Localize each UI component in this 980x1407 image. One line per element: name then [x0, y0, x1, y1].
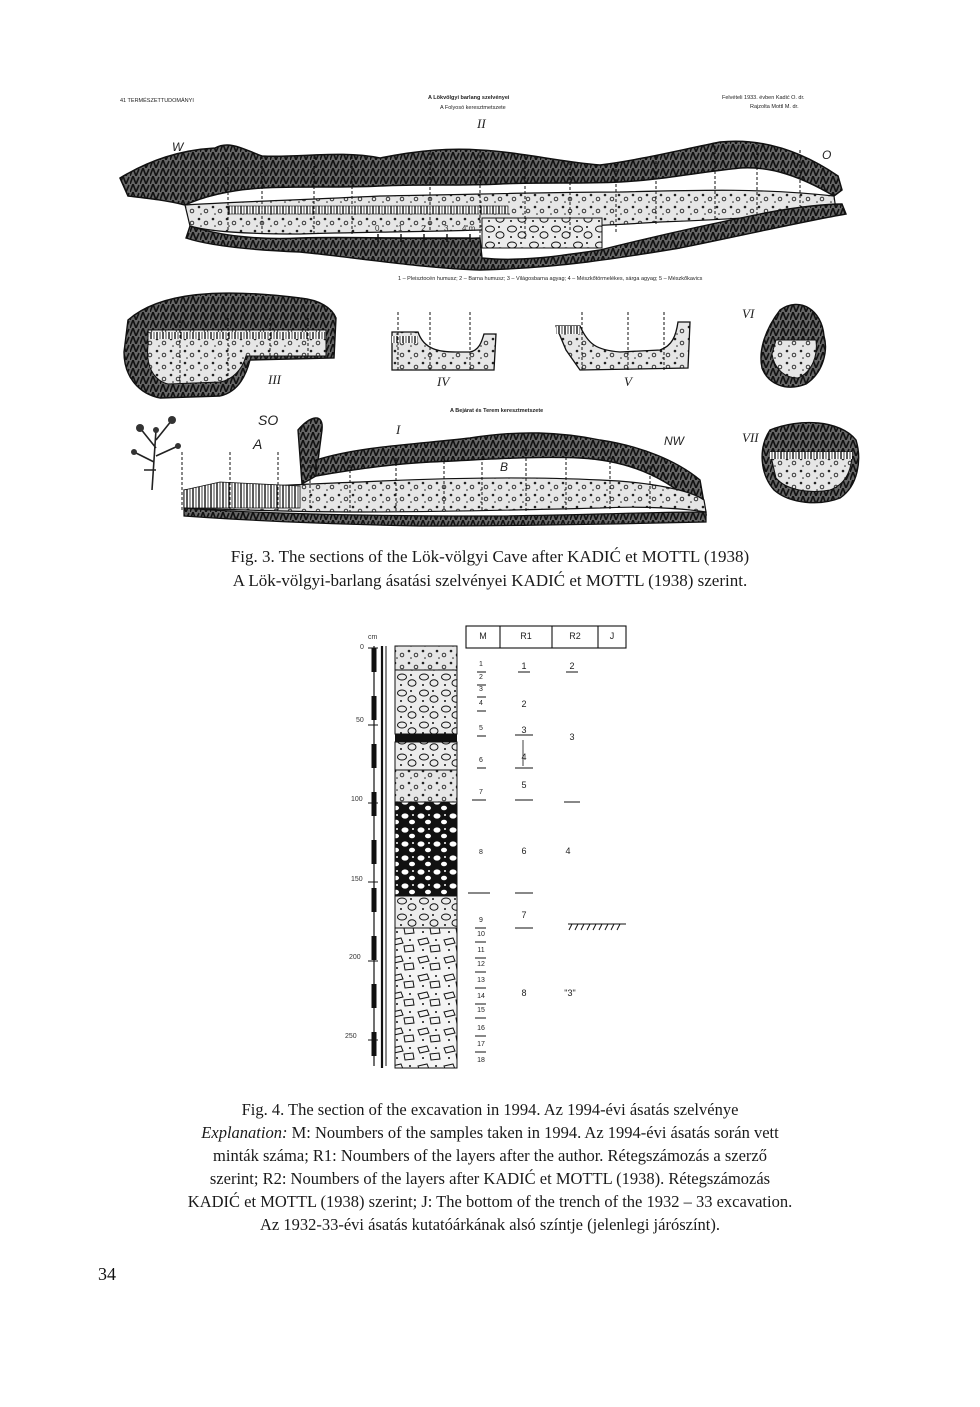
scale-label-2: 2: [421, 224, 426, 233]
section-mark-top: II: [477, 116, 486, 131]
depth-ruler: [368, 646, 378, 1066]
sample-m: 3: [479, 686, 483, 693]
trench-bottom-marker: [568, 924, 626, 930]
scale-label-4: 4 m: [462, 224, 476, 233]
sample-m: 14: [477, 993, 485, 1000]
sample-m: 16: [477, 1025, 485, 1032]
sample-m: 13: [477, 977, 485, 984]
layer-r1: 6: [521, 846, 527, 856]
page-number: 34: [98, 1264, 116, 1284]
point-a-label: A: [253, 436, 263, 452]
sample-m: 6: [479, 757, 483, 764]
layer-r1: 4: [521, 752, 527, 762]
sample-m: 1: [479, 661, 483, 668]
fig4-caption-line-1: Fig. 4. The section of the excavation in 1994. Az 1994-évi ásatás szelvénye: [241, 1100, 739, 1119]
sample-m: 18: [477, 1057, 485, 1064]
depth-tick-0: 0: [360, 644, 364, 651]
sample-m: 17: [477, 1041, 485, 1048]
depth-tick-250: 250: [345, 1033, 357, 1040]
point-b-label: B: [500, 460, 509, 474]
depth-tick-50: 50: [356, 717, 364, 724]
cross-label-v: V: [624, 374, 632, 389]
fig3-header-right-2: Rajzolta Mottl M. dr.: [750, 104, 799, 110]
depth-unit: cm: [368, 634, 378, 641]
layer-r1: 7: [521, 910, 527, 920]
fig3-header-left: 41 TERMÉSZETTUDOMÁNYI: [120, 98, 194, 104]
fig4-caption-line-2: [0, 1121, 980, 1144]
sample-m: 15: [477, 1007, 485, 1014]
column-header-j: J: [609, 631, 615, 641]
fig3-caption-hu: A Lök-völgyi-barlang ásatási szelvényei KADIĆ et MOTTL (1938) szerint.: [232, 571, 748, 590]
layer-r2: 4: [565, 846, 571, 856]
section-i-label: I: [396, 422, 401, 437]
sample-m: 12: [477, 961, 485, 968]
fig4-caption-line-6: Az 1932-33-évi ásatás kutatóárkának alsó színtje (jelenlegi járószínt).: [259, 1215, 720, 1234]
layer-r1: 5: [521, 780, 527, 790]
depth-tick-200: 200: [349, 954, 361, 961]
fig4-caption-line-3: minták száma; R1: Noumbers of the layers after the author. Rétegszámozás a szerző: [213, 1146, 767, 1165]
fig3-bottom-caption: A Bejárat és Terem keresztmetszete: [450, 408, 544, 414]
layer-r2: "3": [564, 988, 576, 998]
fig4-caption-line-4: szerint; R2: Noumbers of the layers after KADIĆ et MOTTL (1938). Rétegszámozás: [209, 1169, 771, 1188]
layer-r1: 2: [521, 699, 527, 709]
column-header-m: M: [479, 631, 487, 641]
sample-m: 2: [479, 674, 483, 681]
layer-r1: 1: [521, 661, 527, 671]
cross-label-vi: VI: [742, 306, 755, 321]
cross-label-iv: IV: [437, 374, 450, 389]
layer-r1: 8: [521, 988, 527, 998]
scale-label-1: 1: [398, 224, 403, 233]
cross-label-vii: VII: [742, 430, 759, 445]
west-label: W: [172, 140, 184, 154]
layer-r1: 3: [521, 725, 527, 735]
scale-label-0: 0: [375, 224, 380, 233]
column-header-r2: R2: [569, 631, 581, 641]
caption-line-2-text: M: Noumbers of the samples taken in 1994. Az 1994-évi ásatás során vett: [287, 1123, 779, 1142]
east-label: O: [822, 148, 832, 162]
fig3-header-right-1: Felvételi 1933. évben Kadić O. dr.: [722, 95, 805, 101]
sample-m: 8: [479, 849, 483, 856]
fig3-header-center-1: A Lökvölgyi barlang szelvényei: [428, 95, 510, 101]
sample-m: 7: [479, 789, 483, 796]
fig3-legend: 1 – Pleisztocén humusz; 2 – Barna humusz; 3 – Világosbarna agyag; 4 – Mészkőtörmelékes, sárga agyag; 5 – Mészkőkavics: [398, 276, 703, 282]
scale-label-3: 3: [444, 224, 449, 233]
cross-label-iii: III: [268, 372, 281, 387]
sample-m: 9: [479, 917, 483, 924]
column-header-r1: R1: [520, 631, 532, 641]
fig3-header-center-2: A Folyosó keresztmetszete: [440, 105, 506, 111]
sample-m: 5: [479, 725, 483, 732]
sample-m: 4: [479, 700, 483, 707]
nw-label: NW: [664, 434, 684, 448]
explanation-label: Explanation:: [201, 1123, 288, 1142]
fig3-caption-en: Fig. 3. The sections of the Lök-völgyi Cave after KADIĆ et MOTTL (1938): [230, 547, 750, 566]
depth-tick-150: 150: [351, 876, 363, 883]
depth-tick-100: 100: [351, 796, 363, 803]
layer-r2: 3: [569, 732, 575, 742]
fig4-caption-line-5: KADIĆ et MOTTL (1938) szerint; J: The bottom of the trench of the 1932 – 33 excavation.: [187, 1192, 793, 1211]
so-label: SO: [258, 412, 279, 428]
sample-m: 11: [477, 947, 485, 954]
layer-r2: 2: [569, 661, 575, 671]
sample-m: 10: [477, 931, 485, 938]
